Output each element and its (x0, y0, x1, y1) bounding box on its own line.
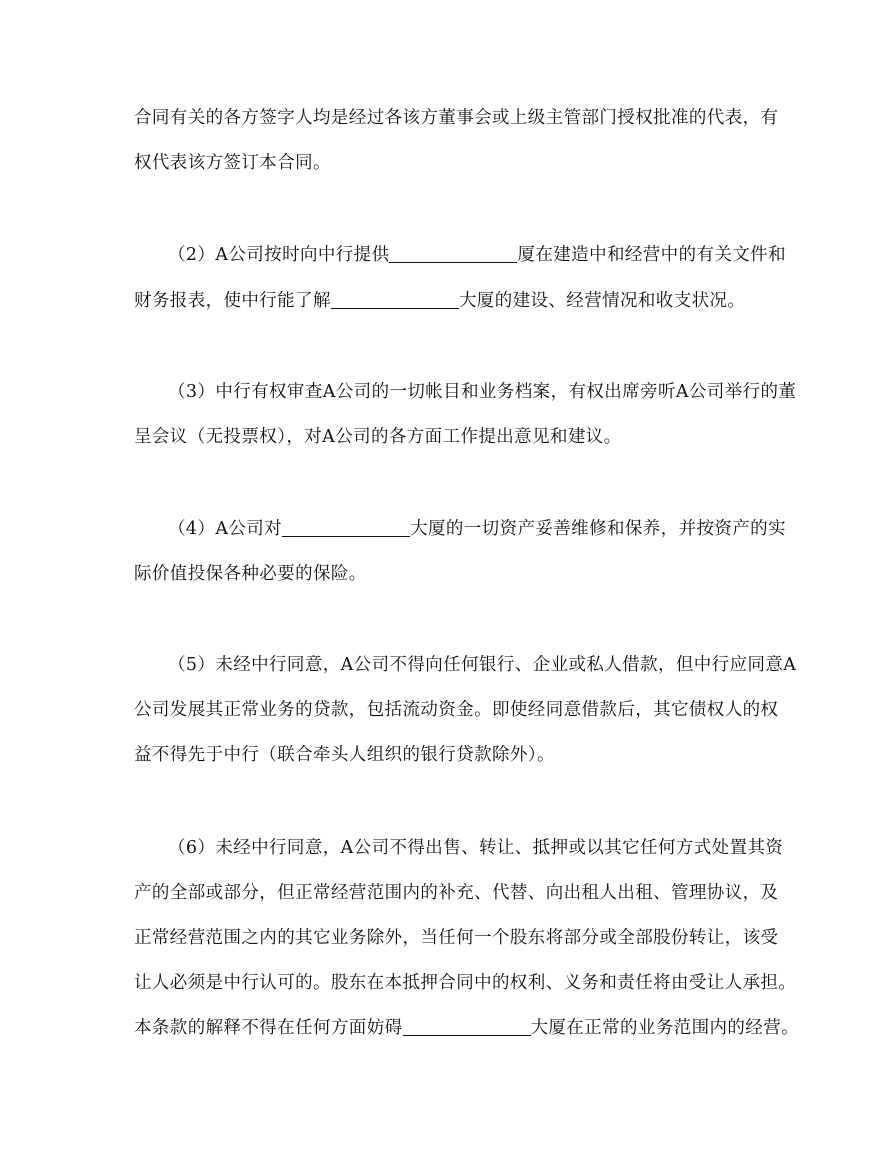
clause-2-text-a: （2）A公司按时向中行提供 (168, 245, 390, 265)
clause-6-text-b: 大厦在正常的业务范围内的经营。 (530, 1018, 799, 1038)
clause-5-line-3: 益不得先于中行（联合牵头人组织的银行贷款除外）。 (134, 745, 555, 765)
fill-in-blank (331, 290, 459, 309)
clause-6-line-3: 正常经营范围之内的其它业务除外，当任何一个股东将部分或全部股份转让，该受 (134, 928, 779, 948)
fill-in-blank (389, 244, 517, 263)
clause-3-line-2: 呈会议（无投票权），对A公司的各方面工作提出意见和建议。 (134, 427, 622, 447)
clause-5-line-1: （5）未经中行同意，A公司不得向任何银行、企业或私人借款，但中行应同意A (168, 655, 797, 675)
clause-2-line-1 (168, 243, 828, 267)
clause-6-line-4: 让人必须是中行认可的。股东在本抵押合同中的权利、义务和责任将由受让人承担。 (134, 973, 797, 993)
paragraph-line: 权代表该方签订本合同。 (134, 153, 331, 173)
clause-4-text-a: （4）A公司对 (168, 519, 283, 539)
clause-2-line-2 (134, 289, 794, 313)
clause-4-line-2: 际价值投保各种必要的保险。 (134, 564, 367, 584)
clause-2-text-b: 厦在建造中和经营中的有关文件和 (517, 245, 786, 265)
clause-2-text-d: 大厦的建设、经营情况和收支状况。 (458, 291, 746, 311)
clause-5-line-2: 公司发展其正常业务的贷款，包括流动资金。即使经同意借款后，其它债权人的权 (134, 700, 779, 720)
clause-6-line-1: （6）未经中行同意，A公司不得出售、转让、抵押或以其它任何方式处置其资 (168, 838, 784, 858)
clause-6-text-a: 本条款的解释不得在任何方面妨碍 (134, 1018, 403, 1038)
clause-6-line-5 (134, 1016, 799, 1040)
clause-3-line-1: （3）中行有权审查A公司的一切帐目和业务档案，有权出席旁听A公司举行的董 (168, 382, 797, 402)
clause-4-line-1 (168, 517, 828, 541)
fill-in-blank (282, 518, 410, 537)
paragraph-line: 合同有关的各方签字人均是经过各该方董事会或上级主管部门授权批准的代表，有 (134, 108, 779, 128)
clause-6-line-2: 产的全部或部分，但正常经营范围内的补充、代替、向出租人出租、管理协议，及 (134, 883, 779, 903)
clause-4-text-b: 大厦的一切资产妥善维修和保养，并按资产的实 (410, 519, 786, 539)
fill-in-blank (403, 1017, 531, 1036)
clause-2-text-c: 财务报表，使中行能了解 (134, 291, 331, 311)
